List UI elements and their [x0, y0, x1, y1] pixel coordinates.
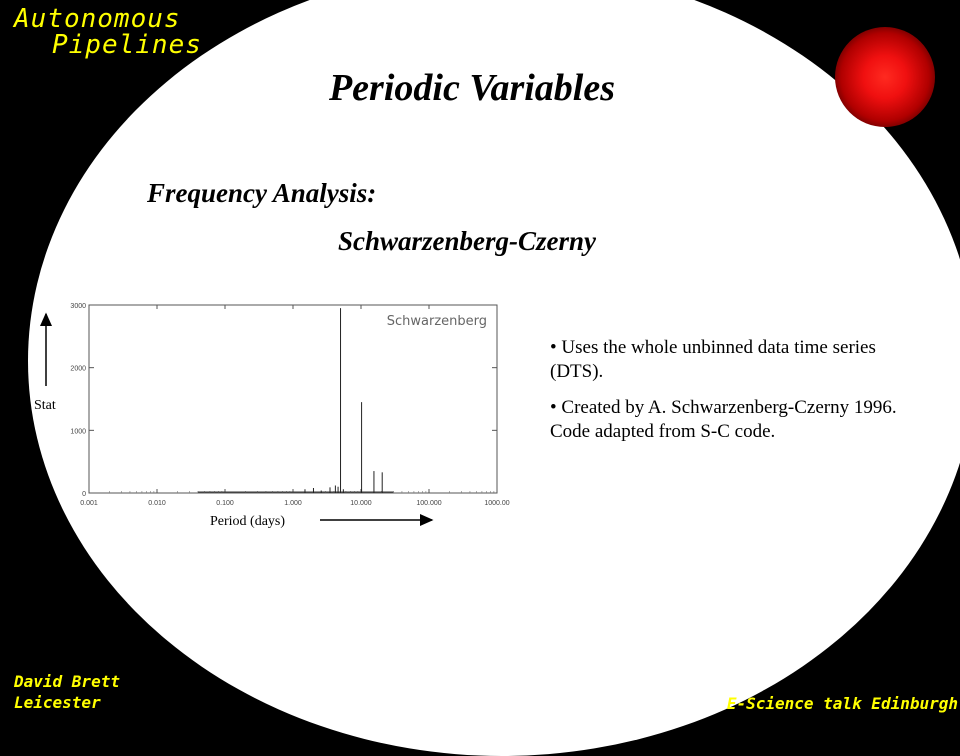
x-tick-label: 0.010	[148, 500, 166, 507]
y-tick-label: 2000	[70, 365, 86, 373]
x-tick-label: 1000.00	[484, 500, 510, 507]
footer-event: E-Science talk Edinburgh	[726, 694, 958, 713]
header-title-line2: Pipelines	[52, 30, 202, 60]
y-tick-label: 3000	[70, 303, 86, 310]
subtitle-method: Schwarzenberg-Czerny	[338, 226, 597, 256]
x-tick-label: 1.000	[284, 500, 302, 507]
subtitle-frequency-analysis: Frequency Analysis:	[147, 178, 377, 208]
x-tick-label: 100.000	[416, 500, 442, 507]
x-tick-label: 0.001	[80, 500, 98, 507]
bullet-item: • Uses the whole unbinned data time series (DTS).	[550, 337, 876, 382]
x-tick-label: 0.100	[216, 500, 234, 507]
plot-frame	[89, 305, 497, 493]
page-title: Periodic Variables	[328, 67, 616, 109]
footer-author: David Brett	[14, 672, 120, 691]
footer-institution: Leicester	[14, 693, 101, 712]
chart-title: Schwarzenberg	[386, 314, 487, 329]
y-tick-label: 1000	[70, 428, 86, 436]
bullet-item: • Created by A. Schwarzenberg-Czerny 1996. Code adapted from S-C code.	[550, 397, 897, 442]
header-title-line1: Autonomous	[14, 4, 181, 34]
x-tick-label: 10.000	[350, 500, 372, 507]
period-label: Period (days)	[210, 514, 286, 529]
y-tick-label: 0	[82, 491, 86, 498]
stat-label: Stat	[34, 398, 56, 413]
